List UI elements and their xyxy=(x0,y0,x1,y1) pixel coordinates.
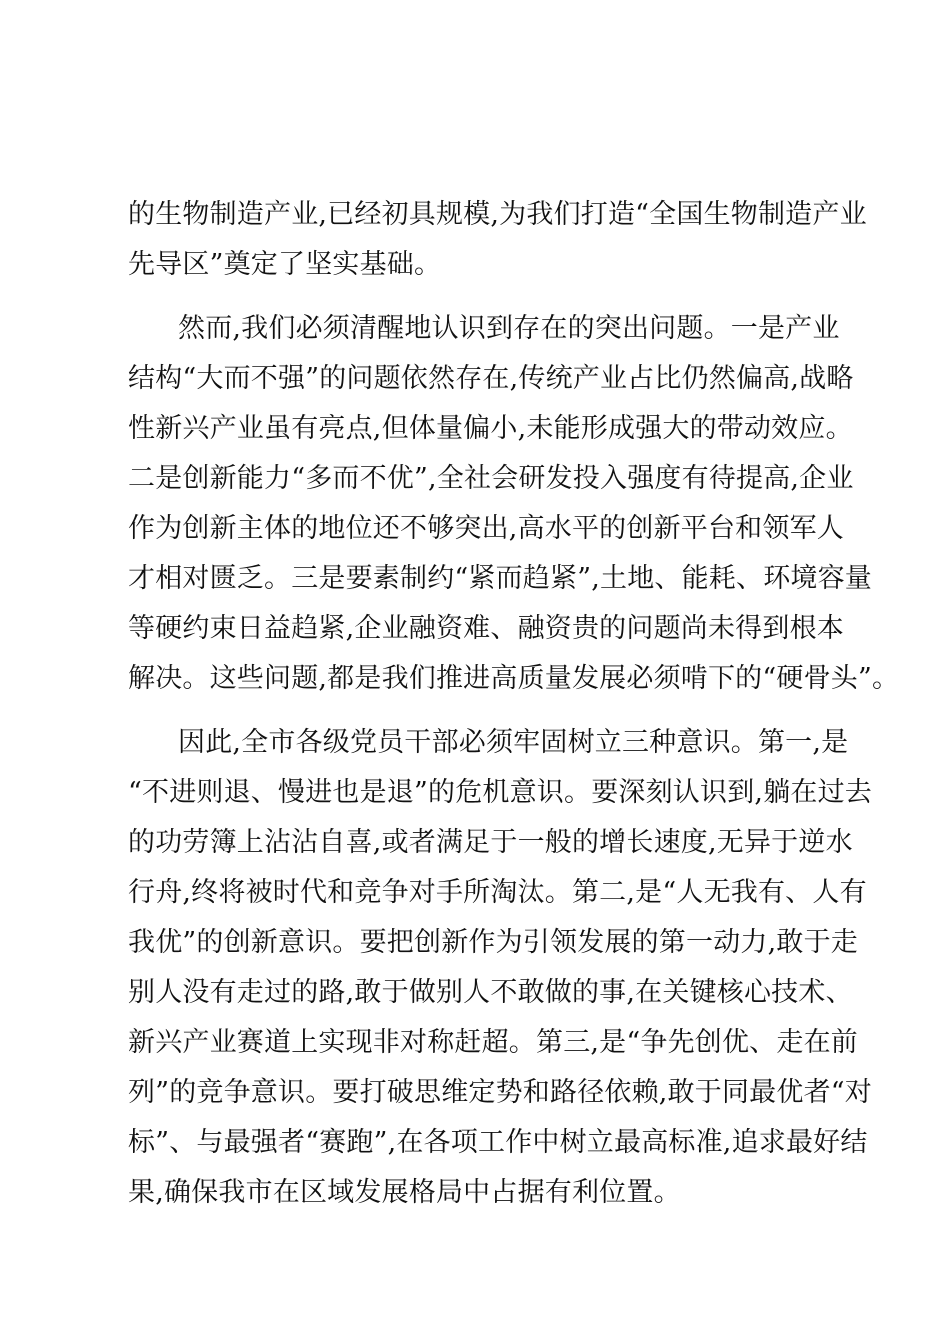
text-line: 新兴产业赛道上实现非对称赶超。第三,是“争先创优、走在前 xyxy=(128,1027,858,1058)
text-line: 因此,全市各级党员干部必须牢固树立三种意识。第一,是 xyxy=(178,727,849,758)
text-line: 行舟,终将被时代和竞争对手所淘汰。第二,是“人无我有、人有 xyxy=(128,877,867,908)
text-line: 才相对匮乏。三是要素制约“紧而趋紧”,土地、能耗、环境容量 xyxy=(128,563,872,594)
body-text xyxy=(128,190,900,1232)
text-line: 结构“大而不强”的问题依然存在,传统产业占比仍然偏高,战略 xyxy=(128,363,854,394)
paragraph-1 xyxy=(128,190,867,290)
text-line: 我优”的创新意识。要把创新作为引领发展的第一动力,敢于走 xyxy=(128,927,858,958)
text-line: 标”、与最强者“赛跑”,在各项工作中树立最高标准,追求最好结 xyxy=(128,1127,868,1158)
text-line: 别人没有走过的路,敢于做别人不敢做的事,在关键核心技术、 xyxy=(128,977,853,1008)
paragraph-3 xyxy=(128,718,872,1218)
text-line: 作为创新主体的地位还不够突出,高水平的创新平台和领军人 xyxy=(128,513,844,544)
paragraph-2 xyxy=(128,304,900,704)
text-line: 等硬约束日益趋紧,企业融资难、融资贵的问题尚未得到根本 xyxy=(128,613,844,644)
text-line: 先导区”奠定了坚实基础。 xyxy=(128,249,442,280)
text-line: 的功劳簿上沾沾自喜,或者满足于一般的增长速度,无异于逆水 xyxy=(128,827,853,858)
text-line: 的生物制造产业,已经初具规模,为我们打造“全国生物制造产业 xyxy=(128,199,867,230)
text-line: 解决。这些问题,都是我们推进高质量发展必须啃下的“硬骨头”。 xyxy=(128,663,900,694)
text-line: 然而,我们必须清醒地认识到存在的突出问题。一是产业 xyxy=(178,313,840,344)
text-line: 果,确保我市在区域发展格局中占据有利位置。 xyxy=(128,1177,681,1208)
text-line: 列”的竞争意识。要打破思维定势和路径依赖,敢于同最优者“对 xyxy=(128,1077,872,1108)
text-line: “不进则退、慢进也是退”的危机意识。要深刻认识到,躺在过去 xyxy=(128,777,872,808)
text-line: 性新兴产业虽有亮点,但体量偏小,未能形成强大的带动效应。 xyxy=(128,413,853,444)
text-line: 二是创新能力“多而不优”,全社会研发投入强度有待提高,企业 xyxy=(128,463,854,494)
